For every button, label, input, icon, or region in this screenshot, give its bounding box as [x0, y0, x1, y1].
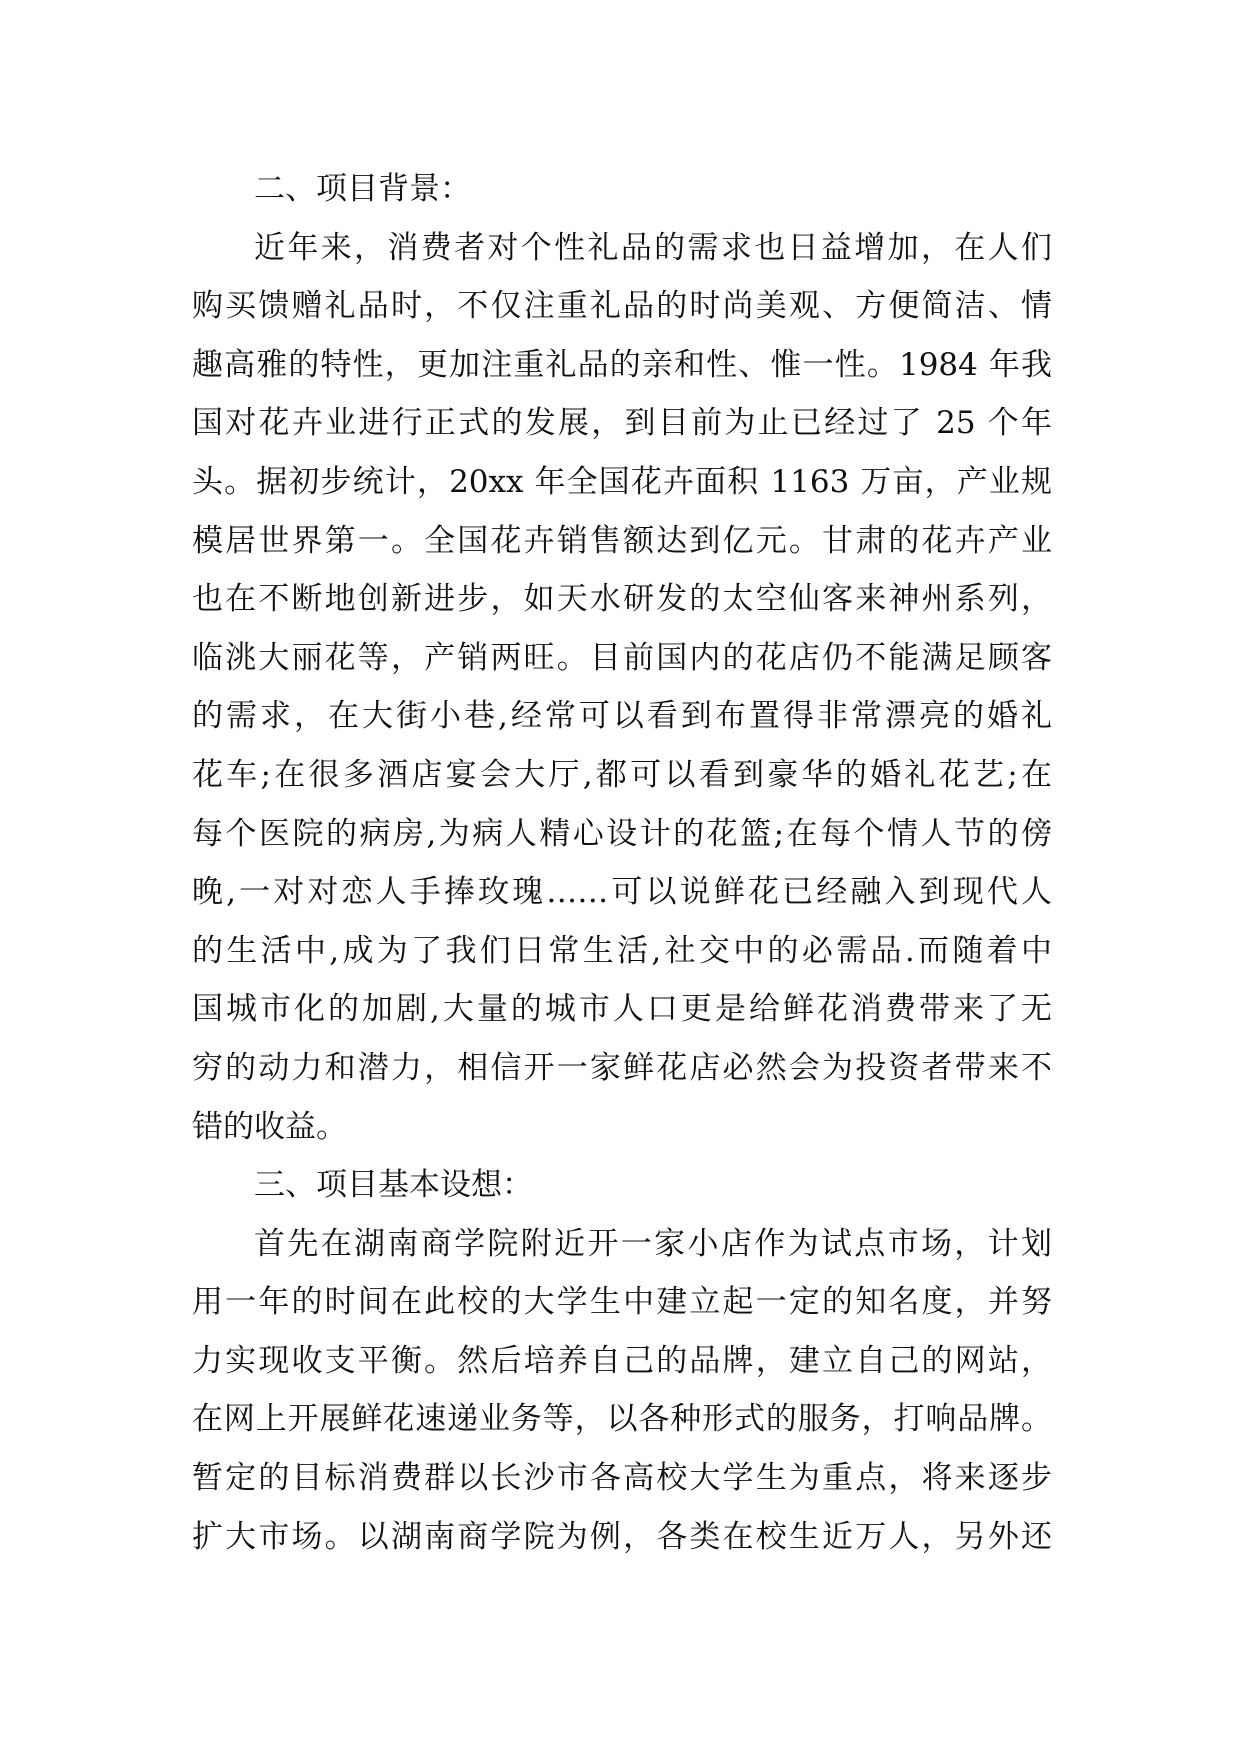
paragraph-line: 购买馈赠礼品时，不仅注重礼品的时尚美观、方便简洁、情: [192, 288, 1052, 325]
paragraph-line: 花车;在很多酒店宴会大厅,都可以看到豪华的婚礼花艺;在: [192, 756, 1052, 793]
paragraph-line: 首先在湖南商学院附近开一家小店作为试点市场，计划: [254, 1225, 1052, 1262]
paragraph-line: 的需求，在大街小巷,经常可以看到布置得非常漂亮的婚礼: [192, 698, 1052, 735]
paragraph-line: 穷的动力和潜力，相信开一家鲜花店必然会为投资者带来不: [192, 1049, 1052, 1086]
paragraph-line: 错的收益。: [192, 1108, 347, 1145]
paragraph-line: 在网上开展鲜花速递业务等，以各种形式的服务，打响品牌。: [192, 1401, 1052, 1438]
paragraph-line: 也在不断地创新进步，如天水研发的太空仙客来神州系列，: [192, 581, 1052, 618]
paragraph-line: 头。据初步统计，20xx 年全国花卉面积 1163 万亩，产业规: [192, 463, 1052, 500]
paragraph-line: 扩大市场。以湖南商学院为例，各类在校生近万人，另外还: [192, 1518, 1052, 1555]
paragraph-line: 的生活中,成为了我们日常生活,社交中的必需品.而随着中: [192, 932, 1052, 969]
paragraph-line: 用一年的时间在此校的大学生中建立起一定的知名度，并努: [192, 1284, 1052, 1321]
paragraph-line: 国城市化的加剧,大量的城市人口更是给鲜花消费带来了无: [192, 991, 1052, 1028]
paragraph-line: 暂定的目标消费群以长沙市各高校大学生为重点，将来逐步: [192, 1460, 1052, 1497]
paragraph-line: 力实现收支平衡。然后培养自己的品牌，建立自己的网站，: [192, 1342, 1052, 1379]
paragraph-background: [192, 219, 1052, 1157]
section-heading-plan: 三、项目基本设想：: [254, 1167, 533, 1204]
document-body: [192, 160, 1052, 1566]
section-heading-background: 二、项目背景：: [254, 171, 471, 207]
paragraph-line: 每个医院的病房,为病人精心设计的花篮;在每个情人节的傍: [192, 815, 1052, 852]
paragraph-plan: [192, 1215, 1052, 1567]
paragraph-line: 晚,一对对恋人手捧玫瑰……可以说鲜花已经融入到现代人: [192, 874, 1052, 911]
paragraph-line: 模居世界第一。全国花卉销售额达到亿元。甘肃的花卉产业: [192, 522, 1052, 559]
paragraph-line: 国对花卉业进行正式的发展，到目前为止已经过了 25 个年: [192, 405, 1052, 442]
paragraph-line: 临洮大丽花等，产销两旺。目前国内的花店仍不能满足顾客: [192, 639, 1052, 676]
paragraph-line: 近年来，消费者对个性礼品的需求也日益增加，在人们: [254, 229, 1052, 266]
paragraph-line: 趣高雅的特性，更加注重礼品的亲和性、惟一性。1984 年我: [192, 346, 1052, 383]
